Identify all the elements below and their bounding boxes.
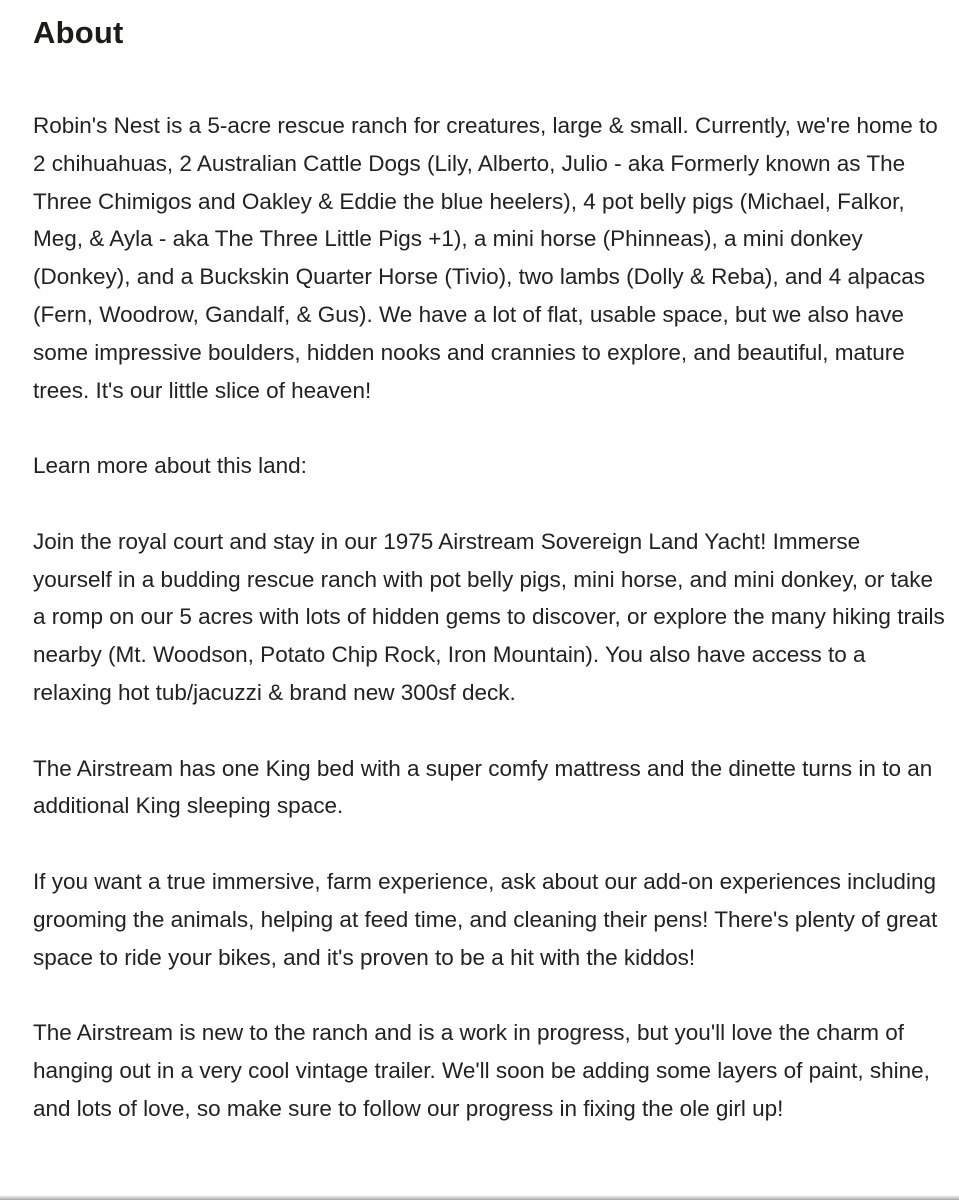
about-paragraph-ranch-intro: Robin's Nest is a 5-acre rescue ranch for creatures, large & small. Currently, we're home to 2 chihuahuas, 2 Australian Cattle Dogs (Lily, Alberto, Julio - aka Formerly known as The Three Chimigos and Oakley & Eddie the blue heelers), 4 pot belly pigs (Michael, Falkor, Meg, & Ayla - aka The Three Little Pigs +1), a mini horse (Phinneas), a mini donkey (Donkey), and a Buckskin Quarter Horse (Tivio), two lambs (Dolly & Reba), and 4 alpacas (Fern, Woodrow, Gandalf, & Gus). We have a lot of flat, usable space, but we also have some impressive boulders, hidden nooks and crannies to explore, and beautiful, mature trees. It's our little slice of heaven! (33, 113, 938, 403)
about-heading: About (33, 15, 124, 50)
about-paragraph-work-in-progress: The Airstream is new to the ranch and is a work in progress, but you'll love the charm of hanging out in a very cool vintage trailer. We'll soon be adding some layers of paint, shine, and lots of love, so make sure to follow our progress in fixing the ole girl up! (33, 1020, 930, 1121)
about-paragraph-learn-more: Learn more about this land: (33, 453, 307, 479)
about-paragraph-airstream-stay: Join the royal court and stay in our 1975 Airstream Sovereign Land Yacht! Immerse yourself in a budding rescue ranch with pot belly pigs, mini horse, and mini donkey, or take a romp on our 5 acres with lots of hidden gems to discover, or explore the many hiking trails nearby (Mt. Woodson, Potato Chip Rock, Iron Mountain). You also have access to a relaxing hot tub/jacuzzi & brand new 300sf deck. (33, 528, 945, 705)
about-section (33, 0, 945, 1165)
about-paragraph-sleeping: The Airstream has one King bed with a super comfy mattress and the dinette turns in to an additional King sleeping space. (33, 755, 933, 819)
about-paragraph-farm-experience: If you want a true immersive, farm experience, ask about our add-on experiences including grooming the animals, helping at feed time, and cleaning their pens! There's plenty of great space to ride your bikes, and it's proven to be a hit with the kiddos! (33, 868, 938, 970)
bottom-edge-shadow (0, 1195, 959, 1200)
about-body (33, 107, 945, 1128)
